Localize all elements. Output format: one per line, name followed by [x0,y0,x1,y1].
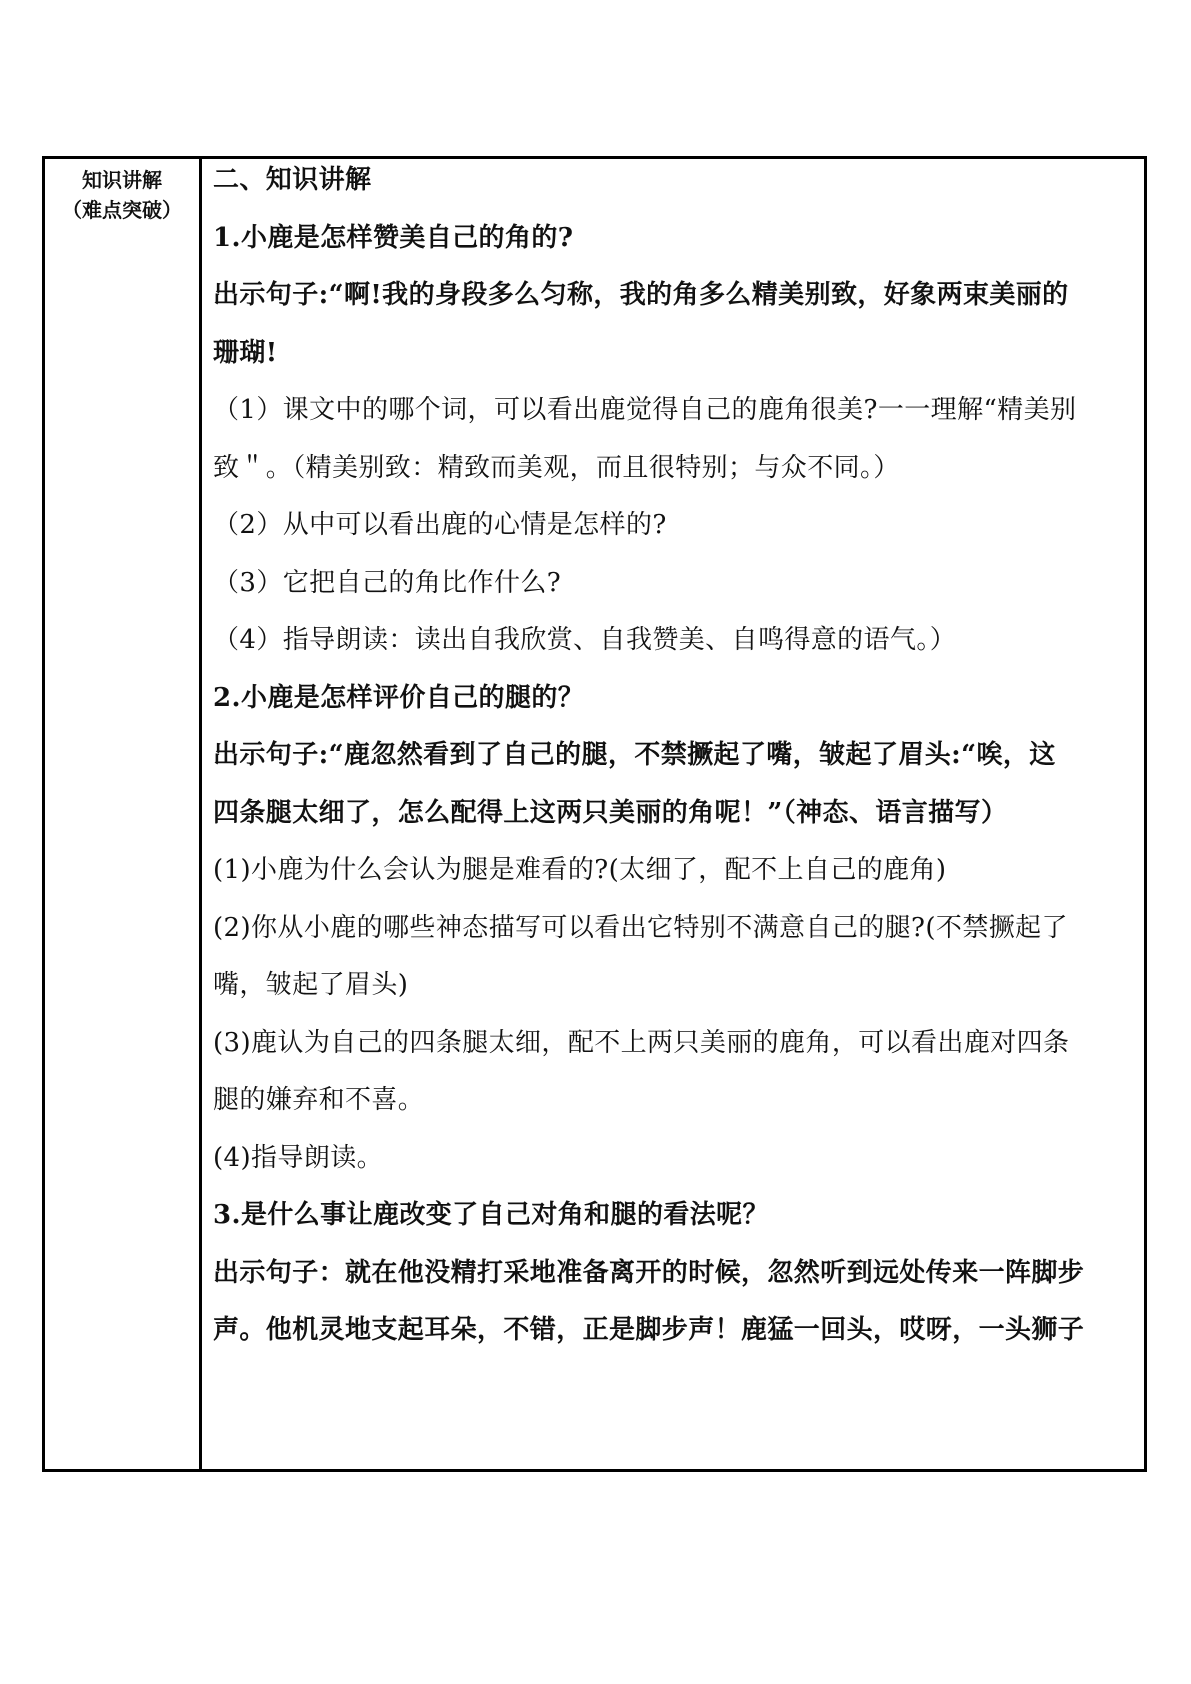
content-line: （2）从中可以看出鹿的心情是怎样的? [213,510,667,540]
content-line: 出示句子:“鹿忽然看到了自己的腿，不禁撅起了嘴，皱起了眉头:“唉，这 [213,740,1056,770]
content-line: （3）它把自己的角比作什么? [213,567,562,598]
content-line: 出示句子：就在他没精打采地准备离开的时候，忽然听到远处传来一阵脚步 [213,1257,1085,1288]
content-line: 致＂。（精美别致：精致而美观，而且很特别；与众不同。） [213,452,900,483]
content-line: （1）课文中的哪个词，可以看出鹿觉得自己的鹿角很美?一一理解“精美别 [213,395,1077,425]
content-line: 四条腿太细了，怎么配得上这两只美丽的角呢！”（神态、语言描写） [213,797,1008,828]
column-divider [199,159,202,1469]
content-line: 1.小鹿是怎样赞美自己的角的? [213,222,574,253]
content-line: 二、知识讲解 [213,165,372,195]
content-line: (1)小鹿为什么会认为腿是难看的?(太细了，配不上自己的鹿角) [213,855,947,885]
content-line: 声。他机灵地支起耳朵，不错，正是脚步声！鹿猛一回头，哎呀，一头狮子 [213,1315,1085,1345]
section-label-line2: （难点突破） [62,198,182,222]
lesson-table [42,156,1147,1472]
content-line: (4)指导朗读。 [213,1142,384,1173]
content-line: 珊瑚! [213,337,278,368]
content-line: (3)鹿认为自己的四条腿太细，配不上两只美丽的鹿角，可以看出鹿对四条 [213,1027,1070,1058]
content-line: 嘴，皱起了眉头) [213,970,409,1000]
content-line: （4）指导朗读：读出自我欣赏、自我赞美、自鸣得意的语气。） [213,625,957,655]
content-line: 出示句子:“啊!我的身段多么匀称，我的角多么精美别致，好象两束美丽的 [213,280,1069,310]
section-label-cell [45,165,199,225]
content-line: 腿的嫌弃和不喜。 [213,1085,425,1115]
content-line: 3.是什么事让鹿改变了自己对角和腿的看法呢？ [213,1200,769,1230]
section-label-line1: 知识讲解 [82,168,162,192]
content-line: (2)你从小鹿的哪些神态描写可以看出它特别不满意自己的腿?(不禁撅起了 [213,912,1068,943]
content-line: 2.小鹿是怎样评价自己的腿的？ [213,682,585,713]
